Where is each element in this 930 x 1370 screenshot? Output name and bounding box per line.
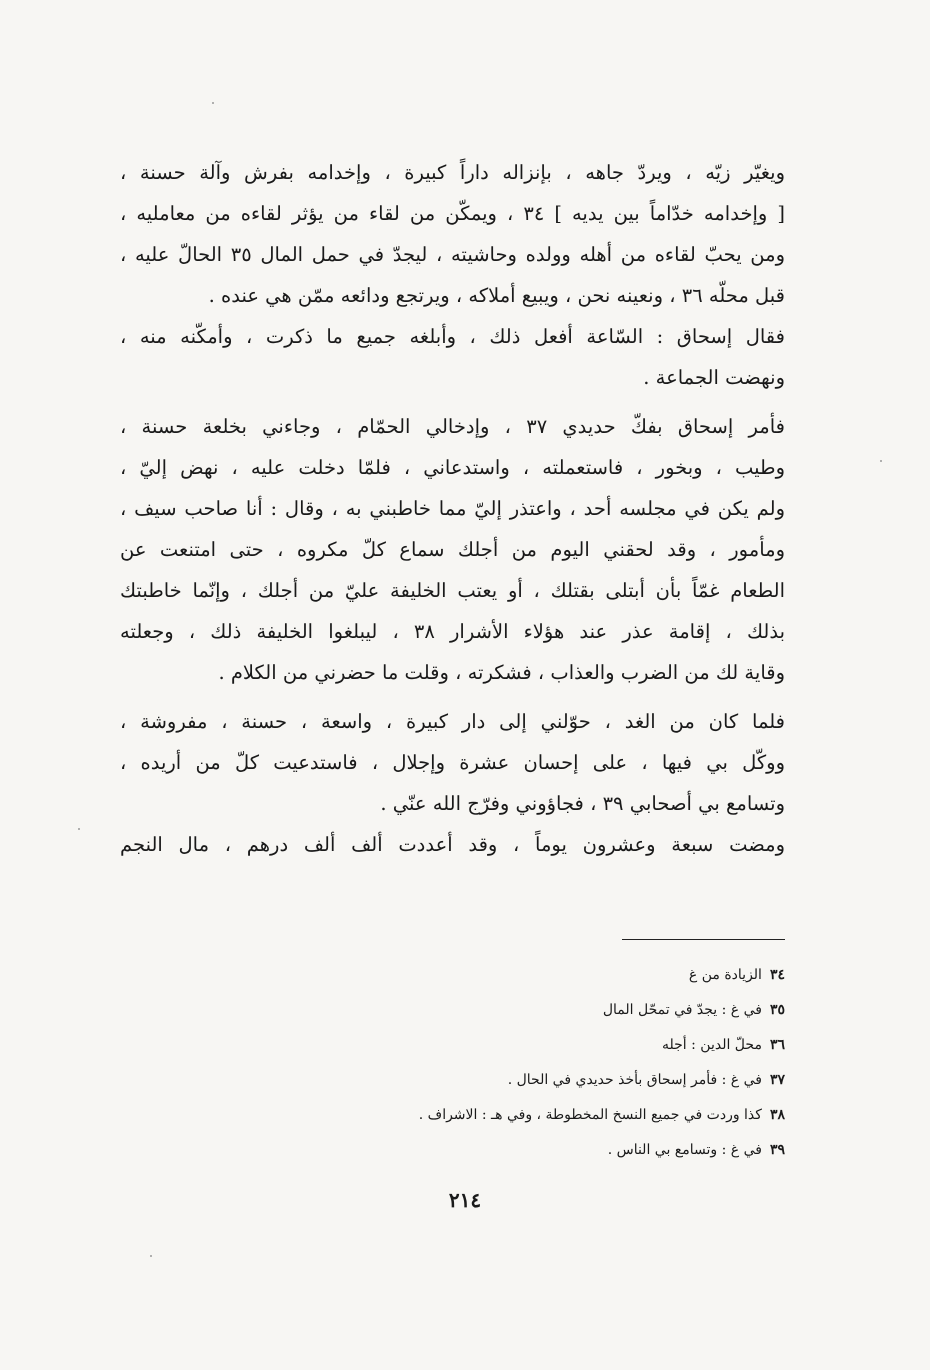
footnote-text: في غ : وتسامع بي الناس . [607,1142,762,1158]
footnote [200,958,785,993]
text-line: ووكّل بي فيها ، على إحسان عشرة وإجلال ، فاستدعيت كلّ من أريده ، [120,751,785,774]
text-line: الطعام غمّاً بأن أبتلى بقتلك ، أو يعتب الخليفة عليّ من أجلك ، وإنّما خاطبتك [120,579,785,602]
text-line: ومأمور ، وقد لحقني اليوم من أجلك سماع كلّ مكروه ، حتى امتنعت عن [120,538,785,561]
footnote [200,1133,785,1168]
main-text [120,152,785,865]
footnote [200,993,785,1028]
footnote-number: ٣٨ [769,1107,785,1123]
footnote-text: في غ : يجدّ في تمحّل المال [602,1002,762,1018]
scan-speck [880,460,882,462]
text-line: فقال إسحاق : السّاعة أفعل ذلك ، وأبلغه جميع ما ذكرت ، وأمكّنه منه ، [120,325,785,348]
text-line: فلما كان من الغد ، حوّلني إلى دار كبيرة ، واسعة ، حسنة ، مفروشة ، [120,710,785,733]
text-line: ومضت سبعة وعشرون يوماً ، وقد أعددت ألف ألف درهم ، مال النجم [120,833,785,856]
text-line: ونهضت الجماعة . [643,366,785,389]
footnote-number: ٣٥ [769,1002,785,1018]
text-line: بذلك ، إقامة عذر عند هؤلاء الأشرار ٣٨ ، ليبلغوا الخليفة ذلك ، وجعلته [120,620,785,643]
footnotes [200,958,785,1168]
footnote-text: في غ : فأمر إسحاق بأخذ حديدي في الحال . [507,1072,762,1088]
text-line: فأمر إسحاق بفكّ حديدي ٣٧ ، وإدخالي الحمّام ، وجاءني بخلعة حسنة ، [120,415,785,438]
paragraph-gap [120,398,785,406]
scan-speck [150,1255,152,1257]
footnote-separator [622,939,785,940]
text-line: ومن يحبّ لقاءه من أهله وولده وحاشيته ، ليجدّ في حمل المال ٣٥ الحالّ عليه ، [120,243,785,266]
footnote-number: ٣٩ [769,1142,785,1158]
text-line: قبل محلّه ٣٦ ، ونعينه نحن ، ويبيع أملاكه ، ويرتجع ودائعه ممّن هي عنده . [208,284,785,307]
text-line: وطيب ، وبخور ، فاستعملته ، واستدعاني ، فلمّا دخلت عليه ، نهض إليّ ، [120,456,785,479]
scan-speck [212,102,214,104]
footnote-number: ٣٦ [769,1037,785,1053]
footnote-number: ٣٤ [769,967,785,983]
page-number: ٢١٤ [448,1188,482,1212]
text-line: ويغيّر زيّه ، ويردّ جاهه ، بإنزاله داراً كبيرة ، وإخدامه بفرش وآلة حسنة ، [120,161,785,184]
text-line: ولم يكن في مجلسه أحد ، واعتذر إليّ مما خاطبني به ، وقال : أنا صاحب سيف ، [120,497,785,520]
paragraph-gap [120,693,785,701]
text-line: وتسامع بي أصحابي ٣٩ ، فجاؤوني وفرّج الله عنّي . [380,792,785,815]
footnote-text: كذا وردت في جميع النسخ المخطوطة ، وفي هـ : الاشراف . [418,1107,762,1123]
footnote [200,1063,785,1098]
footnote [200,1028,785,1063]
footnote-number: ٣٧ [769,1072,785,1088]
scan-speck [78,828,80,830]
text-line: [ وإخدامه خدّاماً بين يديه ] ٣٤ ، ويمكّن من لقاء من يؤثر لقاءه من معامليه ، [120,202,785,225]
footnote [200,1098,785,1133]
footnote-text: محلّ الدين : أجله [662,1037,762,1053]
footnote-text: الزيادة من غ [688,967,762,983]
text-line: وقاية لك من الضرب والعذاب ، فشكرته ، وقلت ما حضرني من الكلام . [218,661,785,684]
